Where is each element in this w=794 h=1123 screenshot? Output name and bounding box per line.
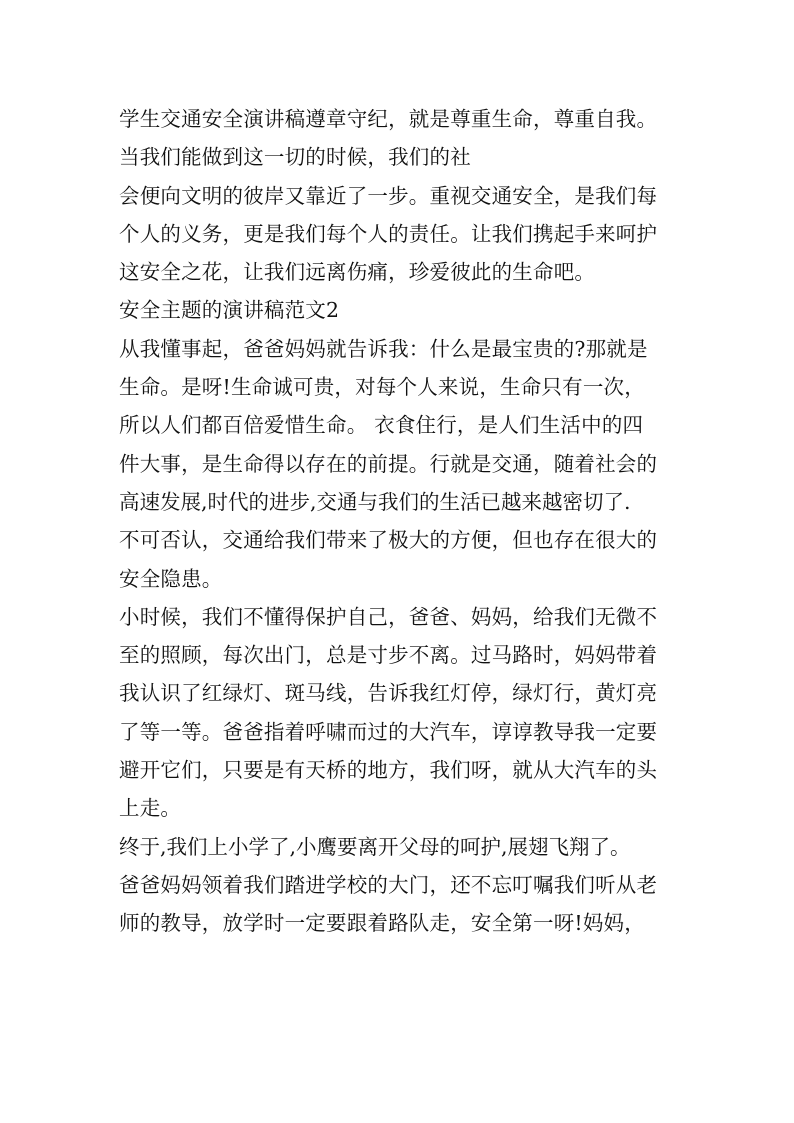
text-line: 不可否认，交通给我们带来了极大的方便，但也存在很大的 <box>119 528 658 553</box>
text-line: 至的照顾，每次出门，总是寸步不离。过马路时，妈妈带着 <box>119 643 658 668</box>
text-line: 这安全之花，让我们远离伤痛，珍爱彼此的生命吧。 <box>119 260 596 285</box>
section-heading: 安全主题的演讲稿范文2 <box>119 298 340 323</box>
text-line: 师的教导，放学时一定要跟着路队走，安全第一呀!妈妈， <box>119 911 645 936</box>
text-line: 避开它们，只要是有天桥的地方，我们呀，就从大汽车的头 <box>119 758 658 783</box>
text-line: 小时候，我们不懂得保护自己，爸爸、妈妈，给我们无微不 <box>119 604 658 629</box>
text-line: 我认识了红绿灯、斑马线，告诉我红灯停，绿灯行，黄灯亮 <box>119 681 658 706</box>
text-line: 终于,我们上小学了,小鹰要离开父母的呵护,展翅飞翔了。 <box>119 834 631 859</box>
text-line: 安全隐患。 <box>119 566 223 591</box>
text-line: 件大事，是生命得以存在的前提。行就是交通，随着社会的 <box>119 451 658 476</box>
text-line: 上走。 <box>119 796 182 821</box>
text-line: 学生交通安全演讲稿遵章守纪，就是尊重生命，尊重自我。 <box>119 107 658 131</box>
text-line: 爸爸妈妈领着我们踏进学校的大门，还不忘叮嘱我们听从老 <box>119 872 658 897</box>
text-line: 个人的义务，更是我们每个人的责任。让我们携起手来呵护 <box>119 221 658 246</box>
text-line: 高速发展,时代的进步,交通与我们的生活已越来越密切了. <box>119 489 631 514</box>
text-line: 了等一等。爸爸指着呼啸而过的大汽车，谆谆教导我一定要 <box>119 719 658 744</box>
text-line: 会便向文明的彼岸又靠近了一步。重视交通安全，是我们每 <box>119 183 658 208</box>
document-body <box>119 100 699 943</box>
text-line: 生命。是呀!生命诚可贵，对每个人来说，生命只有一次， <box>119 375 645 400</box>
text-line: 从我懂事起，爸爸妈妈就告诉我：什么是最宝贵的?那就是 <box>119 336 648 361</box>
text-line: 当我们能做到这一切的时候，我们的社 <box>119 145 471 170</box>
text-line: 所以人们都百倍爱惜生命。 衣食住行，是人们生活中的四 <box>119 413 644 438</box>
